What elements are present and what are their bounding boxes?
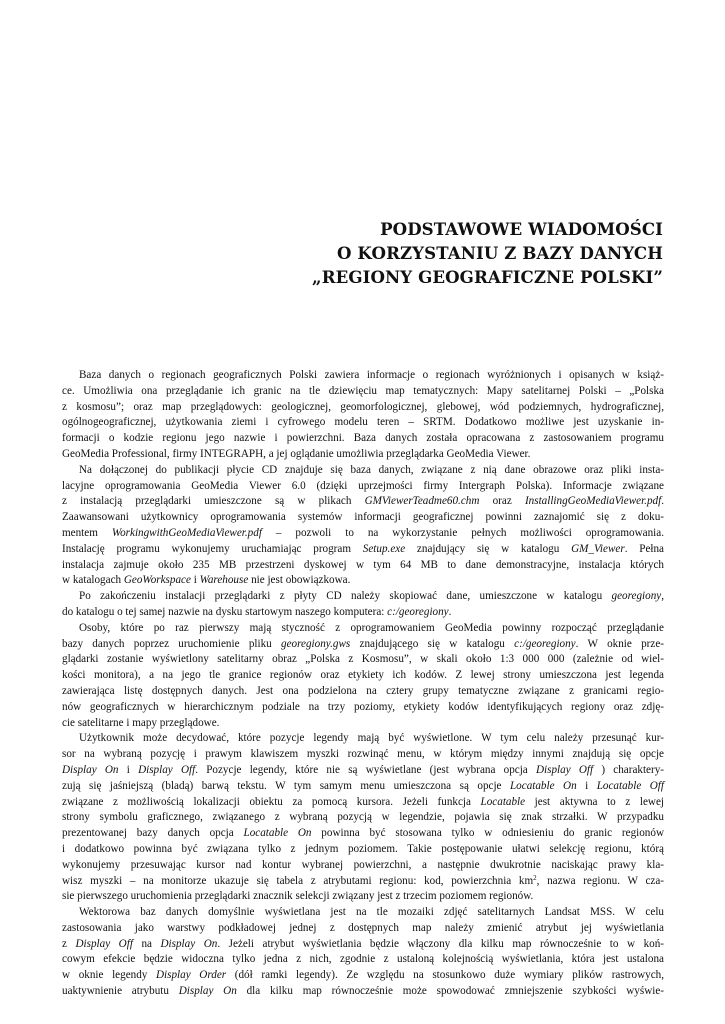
text-line [62,494,664,510]
text-fragment: . [661,495,664,508]
text-line: Użytkownik może decydować, które pozycje legendy mają być wyświetlone. W tym celu należy przesunąć kur- [79,732,664,745]
option-name: Locatable [480,795,526,808]
text-line [62,795,664,811]
text-line: ce. Umożliwia ona przeglądanie ich granic na tle dziewięciu map tematycznych: Mapy satelitarnej Polski – „Polska [62,384,664,397]
folder-path: c:/georegiony [514,637,576,650]
text-fragment: dla kilku map równocześnie może spowodować zmniejszenie szybkości wyświe- [236,985,665,998]
option-name: Display Off [535,763,594,776]
text-line: kości monitora), a na jego tle granice regionów oraz etykiety ich kodów. Z lewej strony umieszczona jest legenda [62,669,664,682]
text-line: sie pierwszego uruchomienia przeglądarki znacznik selekcji związany jest z trzecim poziomem regionów. [62,890,534,903]
text-line [62,779,664,795]
text-line: instalacja zajmuje około 235 MB przestrzeni dyskowej w tym 64 MB to dane demonstracyjne, instalacja których [62,558,664,571]
folder-path: c:/georegiony [387,605,449,618]
text-fragment: z [62,937,76,950]
text-fragment: . Jeżeli atrybut wyświetlania będzie włączony dla kilku map równocześnie to w koń- [217,937,665,950]
text-line [62,542,664,558]
option-name: Display On [160,937,218,950]
text-line [62,589,664,605]
text-line: z kosmosu”; oraz map przeglądowych: geologicznej, geomorfologicznej, glebowej, wód podziemnych, hydrograficznej, [62,400,664,413]
heading-line-3: „REGIONY GEOGRAFICZNE POLSKI” [312,267,663,288]
filename: WorkingwithGeoMediaViewer.pdf [111,526,262,539]
text-fragment: Pozycje legendy, które nie są wyświetlane (jest wybrana opcja [197,763,536,776]
text-fragment: . [448,605,452,618]
text-line [62,637,664,653]
text-line [62,763,664,779]
text-fragment: ) charaktery- [593,763,664,776]
text-line: zawierająca listę dostępnych danych. Jest ona podzielona na cztery grupy tematyczne związane z granicami regio- [62,684,664,697]
text-fragment: w oknie legendy [62,969,156,982]
text-line: glądarki zostanie wyświetlony satelitarny obraz „Polska z Kosmosu”, w skali około 1:3 000 000 (zależnie od wiel- [62,653,664,666]
text-line: i dodatkowo powinna być związana tylko z jednym poziomem. Takie postępowanie ułatwi selekcję regionu, którą [62,842,664,855]
text-line: cie satelitarne i mapy przeglądowe. [62,716,220,729]
text-line: cowym efekcie będzie widoczna tylko jedna z nich, zgodnie z ustaloną kolejnością wyświetlania, która jest ustalona [62,953,664,966]
text-line [62,605,664,621]
text-fragment: mentem [62,526,112,539]
text-fragment: powinna być stosowana tylko w odniesieniu do granic regionów [311,827,664,840]
option-name: Display Order [156,969,227,982]
option-name: Display Off [75,937,133,950]
option-name: Locatable On [243,827,312,840]
text-fragment: w katalogach [62,574,124,587]
text-fragment: do katalogu o tej samej nazwie na dysku startowym naszego komputera: [62,605,388,618]
text-fragment: i [118,763,139,776]
text-fragment: zują się jaśniejszą (bladą) barwą tekstu. W tym samym menu umieszczona są opcje [62,779,510,792]
text-line: GeoMedia Professional, firmy INTEGRAPH, a jej oglądanie umożliwia przeglądarka GeoMedia Viewer. [62,447,531,460]
option-name: Display On [178,985,237,998]
folder-name: GM_Viewer [571,542,625,555]
text-fragment: oraz [479,495,525,508]
text-fragment: , nazwa regionu. W cza- [536,874,664,887]
text-line: zastosowania jako warstwy podkładowej jednej z dostępnych map należy zmienić atrybut jej wyświetlania [62,921,664,934]
text-fragment: . Pełna [624,542,664,555]
option-name: Display On [62,763,119,776]
text-line: Baza danych o regionach geograficznych Polski zawiera informacje o regionach wyróżnionych i opisanych w książ- [79,369,664,381]
body-text [62,368,664,1000]
text-line [62,984,664,1000]
text-line: wykonujemy przesuwając kursor nad kontur wybranej powierzchni, a następnie dwukrotnie naciskając prawy kla- [62,858,664,871]
text-line: Wektorowa baz danych domyślnie wyświetlana jest na tle mozaiki zdjęć satelitarnych Landsat MSS. W celu [79,906,664,919]
text-line [62,937,664,953]
text-fragment: prezentowanej bazy danych opcja [62,827,244,840]
text-fragment: wisz myszki – na monitorze ukazuje się tabela z atrybutami regionu: kod, powierzchnia km [62,874,534,887]
text-line [62,573,664,589]
text-fragment: związane z możliwością lokalizacji obiektu za pomocą kursora. Jeżeli funkcja [62,795,481,808]
text-fragment: bazy danych poprzez uruchomienie pliku [62,637,281,650]
text-line [62,826,664,842]
text-fragment: na [132,937,161,950]
heading-line-1: PODSTAWOWE WIADOMOŚCI [380,219,663,239]
text-fragment: jest aktywna to z lewej [525,795,664,808]
text-line: Osoby, które po raz pierwszy mają styczność z oprogramowaniem GeoMedia powinny rozpocząć przeglądanie [79,621,664,634]
folder-name: Warehouse [199,574,249,587]
filename: georegiony.gws [281,637,351,650]
text-line [62,526,664,542]
text-fragment: Instalację programu wykonujemy uruchamiając program [62,542,363,555]
text-fragment: , [661,590,664,603]
text-fragment: . W oknie prze- [575,637,664,650]
heading-line-2: O KORZYSTANIU Z BAZY DANYCH [337,243,663,264]
text-line: strony symbolu graficznego, związanego z wybraną pozycją w legendzie, pojawia się znak strzałki. W przypadku [62,811,664,824]
superscript: 2 [533,873,537,882]
text-fragment: uaktywnienie atrybutu [62,985,179,998]
text-fragment: i [576,779,597,792]
text-fragment: – pozwoli to na wykorzystanie pełnych możliwości oprogramowania. [261,526,664,539]
text-fragment: z instalacją przeglądarki umieszczone są w plikach [62,495,365,508]
text-fragment: (dół ramki legendy). Ze względu na stosunkowo duże wymiary plików rastrowych, [226,969,664,982]
filename: Setup.exe [362,542,406,555]
text-fragment: znajdujący się w katalogu [405,542,572,555]
text-line [62,874,664,890]
text-line: Zaawansowani użytkownicy oprogramowania systemów informacji geograficznej powinni zaznajomić się z doku- [62,511,664,524]
text-line: nów geograficznych w hierarchicznym podziale na trzy poziomy, etykiety kodów identyfikujących regiony oraz zdję- [62,700,664,713]
filename: InstallingGeoMediaViewer.pdf [524,495,662,508]
text-fragment: . [195,763,198,776]
chapter-heading [200,217,663,290]
text-line: formacji o kodzie regionu jego nazwie i powierzchni. Baza danych została opracowana z zastosowaniem programu [62,432,664,445]
text-fragment: nie jest obowiązkowa. [248,574,351,587]
text-line: lacyjne oprogramowania GeoMedia Viewer 6.0 (dzięki uprzejmości firmy Intergraph Polska). Informacje związane [62,479,664,492]
folder-name: georegiony [611,590,662,603]
filename: GMViewerTeadme60.chm [364,495,480,508]
text-line: Na dołączonej do publikacji płycie CD znajduje się baza danych, związane z nią dane obrazowe oraz pliki insta- [79,463,664,476]
option-name: Locatable On [509,779,577,792]
text-fragment: i [190,574,200,587]
text-line [62,968,664,984]
folder-name: GeoWorkspace [123,574,191,587]
option-name: Locatable Off [596,779,664,792]
text-line: sor na wybraną pozycję i prawym klawiszem myszki rozwinąć menu, w którym między innymi znajdują się opcje [62,748,664,761]
option-name: Display Off [138,763,196,776]
text-fragment: Po zakończeniu instalacji przeglądarki z płyty CD należy skopiować dane, umieszczone w katalogu [79,590,612,603]
text-line: ogólnogeograficznej, użytkowania ziemi i cyfrowego modelu teren – SRTM. Dodatkowo możliwe jest uzyskanie in- [62,416,664,429]
text-fragment: znajdującego się w katalogu [350,637,515,650]
